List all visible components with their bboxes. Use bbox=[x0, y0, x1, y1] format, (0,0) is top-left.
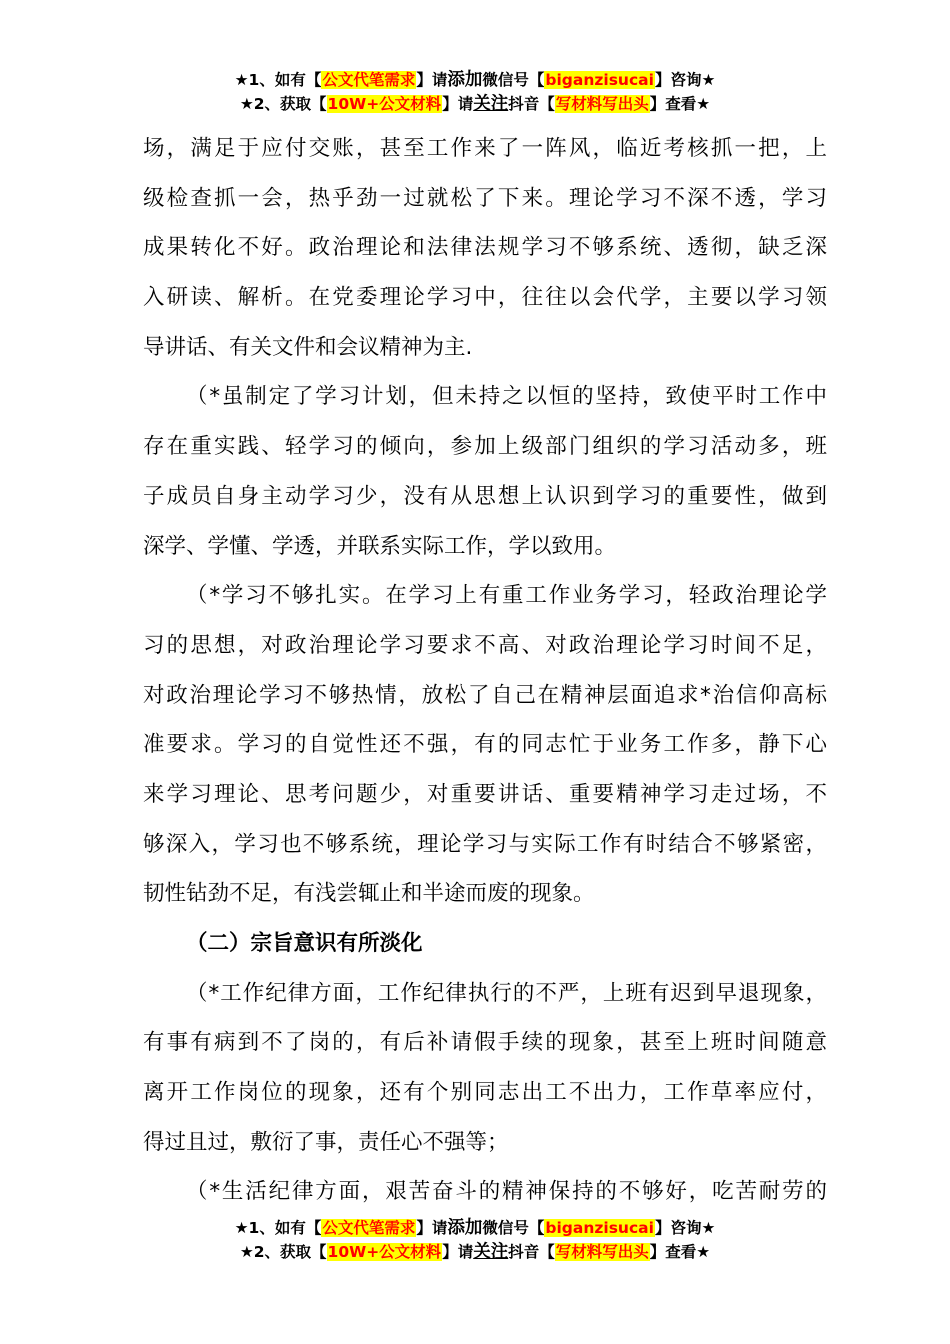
emphasis-text: 添加 bbox=[447, 70, 483, 90]
document-body bbox=[143, 124, 827, 1217]
text-line: 得过且过，敷衍了事，责任心不强等； bbox=[143, 1129, 509, 1155]
text-line: 来学习理论、思考问题少，对重要讲话、重要精神学习走过场，不 bbox=[143, 781, 827, 807]
emphasis-text: 关注 bbox=[473, 1242, 509, 1262]
banner-text: 】请 bbox=[442, 1243, 474, 1261]
text-line: 级检查抓一会，热乎劲一过就松了下来。理论学习不深不透，学习 bbox=[143, 185, 827, 211]
paragraph-start: （*学习不够扎实。在学习上有重工作业务学习，轻政治理论学 bbox=[186, 583, 827, 609]
banner-text: 】查看★ bbox=[649, 95, 711, 113]
banner-text: 】请 bbox=[442, 95, 474, 113]
banner-text: 抖音【 bbox=[508, 95, 555, 113]
text-line: 韧性钻劲不足，有浅尝辄止和半途而废的现象。 bbox=[143, 881, 595, 907]
highlight-text: 10W+公文材料 bbox=[327, 1243, 442, 1261]
paragraph-start: （*工作纪律方面，工作纪律执行的不严，上班有迟到早退现象， bbox=[186, 980, 827, 1006]
banner-text: 】咨询★ bbox=[654, 71, 716, 89]
banner-text: 】咨询★ bbox=[654, 1219, 716, 1237]
text-line: 入研读、解析。在党委理论学习中，往往以会代学，主要以学习领 bbox=[143, 285, 827, 311]
emphasis-text: 添加 bbox=[447, 1218, 483, 1238]
emphasis-text: 关注 bbox=[473, 94, 509, 114]
text-line: 成果转化不好。政治理论和法律法规学习不够系统、透彻，缺乏深 bbox=[143, 235, 827, 261]
paragraph-start: （*生活纪律方面，艰苦奋斗的精神保持的不够好，吃苦耐劳的 bbox=[186, 1179, 827, 1205]
banner-text: 】查看★ bbox=[649, 1243, 711, 1261]
text-line: 场，满足于应付交账，甚至工作来了一阵风，临近考核抓一把，上 bbox=[143, 136, 827, 161]
section-heading: （二）宗旨意识有所淡化 bbox=[186, 931, 423, 956]
text-line: 对政治理论学习不够热情，放松了自己在精神层面追求*治信仰高标 bbox=[143, 682, 827, 708]
highlight-text: 10W+公文材料 bbox=[327, 95, 442, 113]
text-line: 子成员自身主动学习少，没有从思想上认识到学习的重要性，做到 bbox=[143, 483, 827, 509]
banner-line-1 bbox=[0, 1216, 950, 1240]
banner-text: ★1、如有【 bbox=[234, 71, 322, 89]
banner-text: 微信号【 bbox=[482, 1219, 545, 1237]
text-line: 有事有病到不了岗的，有后补请假手续的现象，甚至上班时间随意 bbox=[143, 1030, 827, 1056]
text-line: 够深入，学习也不够系统，理论学习与实际工作有时结合不够紧密， bbox=[143, 831, 827, 857]
highlight-text: 公文代笔需求 bbox=[322, 71, 416, 89]
footer-banner bbox=[0, 1216, 950, 1264]
banner-text: ★2、获取【 bbox=[239, 95, 327, 113]
wechat-id: biganzisucai bbox=[545, 1219, 654, 1237]
banner-line-1 bbox=[0, 68, 950, 92]
text-line: 习的思想，对政治理论学习要求不高、对政治理论学习时间不足， bbox=[143, 632, 827, 658]
douyin-account: 写材料写出头 bbox=[555, 1243, 649, 1261]
highlight-text: 公文代笔需求 bbox=[322, 1219, 416, 1237]
banner-line-2 bbox=[0, 92, 950, 116]
text-line: 深学、学懂、学透，并联系实际工作，学以致用。 bbox=[143, 533, 617, 559]
banner-line-2 bbox=[0, 1240, 950, 1264]
text-line: 准要求。学习的自觉性还不强，有的同志忙于业务工作多，静下心 bbox=[143, 732, 827, 758]
banner-text: 】请 bbox=[416, 1219, 448, 1237]
header-banner bbox=[0, 68, 950, 116]
douyin-account: 写材料写出头 bbox=[555, 95, 649, 113]
banner-text: 】请 bbox=[416, 71, 448, 89]
wechat-id: biganzisucai bbox=[545, 71, 654, 89]
text-line: 存在重实践、轻学习的倾向，参加上级部门组织的学习活动多，班 bbox=[143, 434, 827, 460]
banner-text: 微信号【 bbox=[482, 71, 545, 89]
banner-text: 抖音【 bbox=[508, 1243, 555, 1261]
banner-text: ★2、获取【 bbox=[239, 1243, 327, 1261]
banner-text: ★1、如有【 bbox=[234, 1219, 322, 1237]
paragraph-start: （*虽制定了学习计划，但未持之以恒的坚持，致使平时工作中 bbox=[186, 384, 827, 410]
text-line: 导讲话、有关文件和会议精神为主. bbox=[143, 334, 473, 360]
text-line: 离开工作岗位的现象，还有个别同志出工不出力，工作草率应付， bbox=[143, 1080, 827, 1106]
